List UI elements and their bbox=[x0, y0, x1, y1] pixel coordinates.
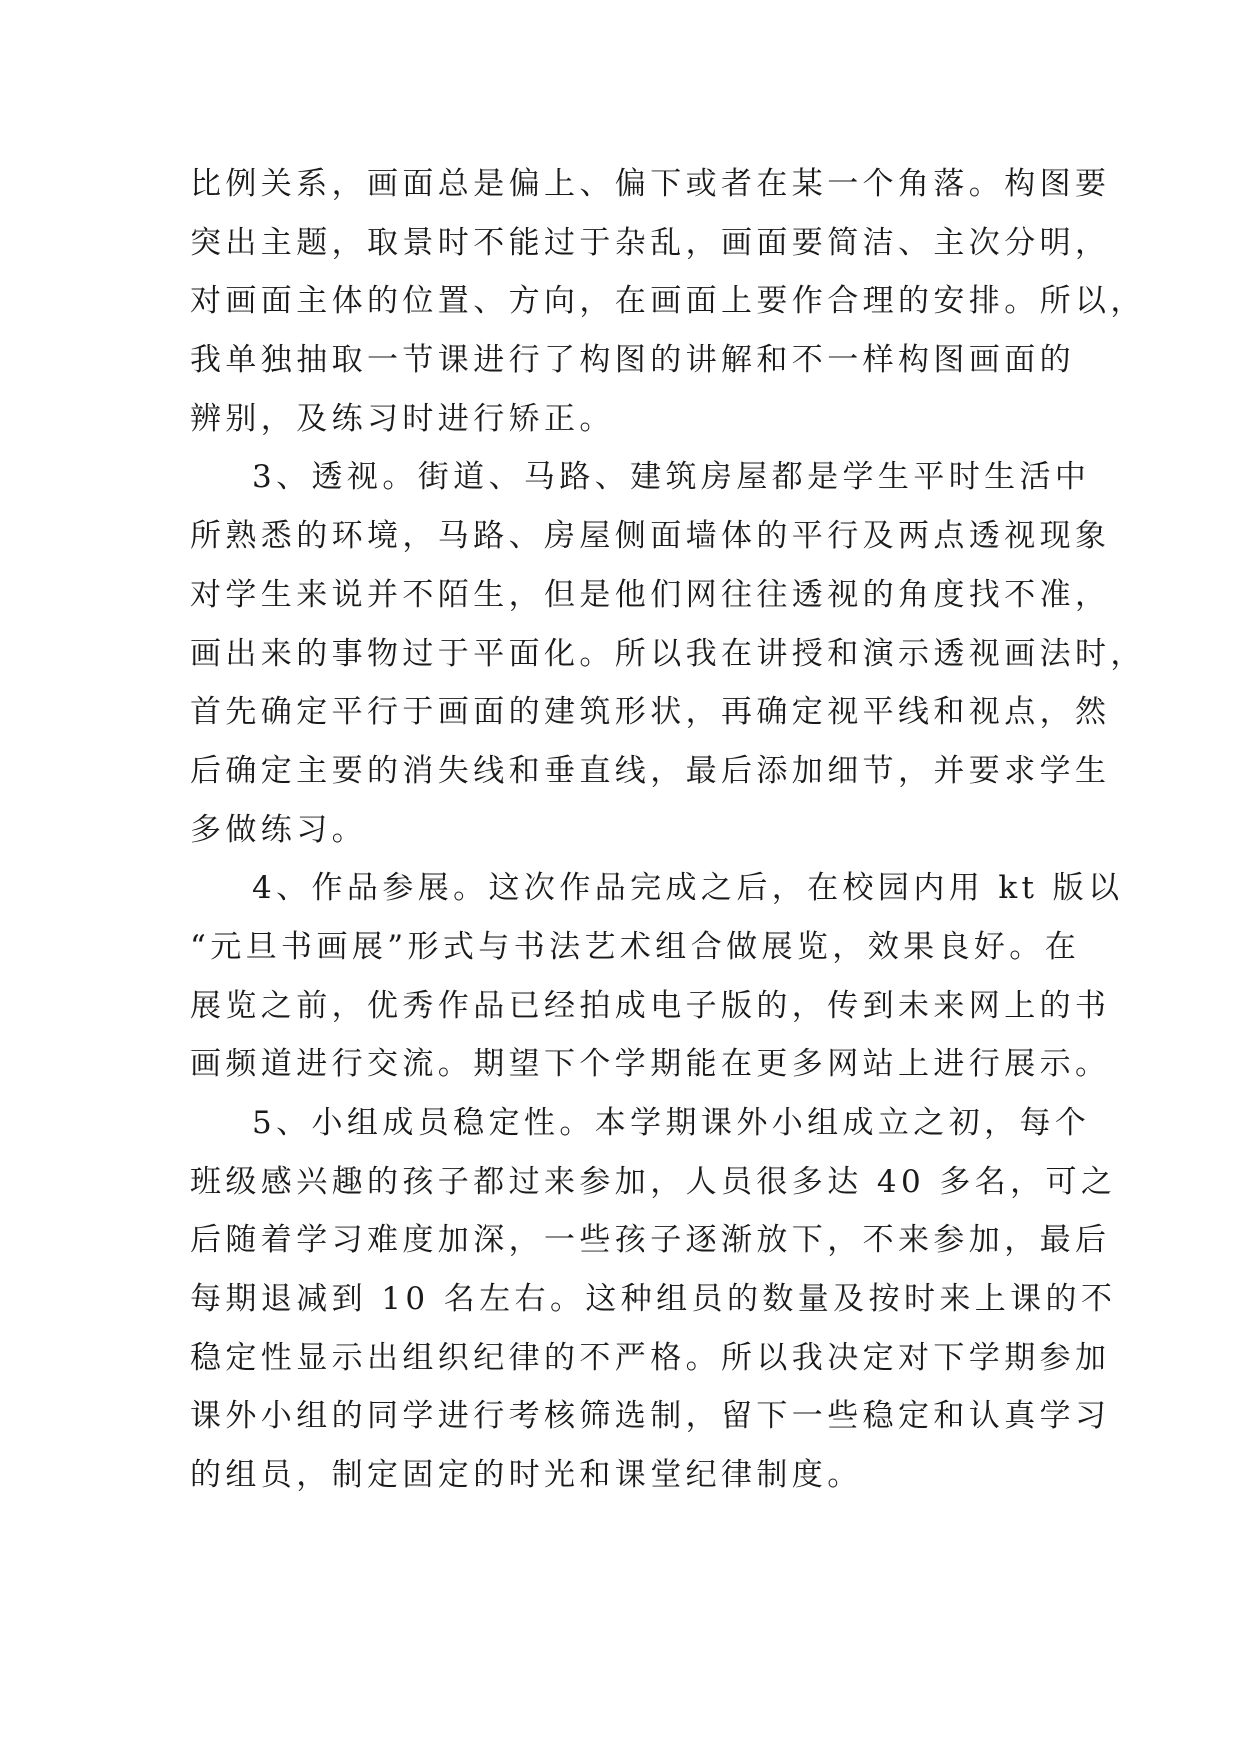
text-line: 每期退减到 10 名左右。这种组员的数量及按时来上课的不 bbox=[190, 1281, 1117, 1318]
text-line: 稳定性显示出组织纪律的不严格。所以我决定对下学期参加 bbox=[190, 1339, 1111, 1376]
text-line: 多做练习。 bbox=[190, 811, 367, 848]
paragraph-start-line: 5、小组成员稳定性。本学期课外小组成立之初，每个 bbox=[252, 1105, 1091, 1141]
text-line: 辨别，及练习时进行矫正。 bbox=[190, 400, 615, 437]
text-line: 突出主题，取景时不能过于杂乱，画面要简洁、主次分明， bbox=[190, 224, 1111, 261]
text-line: 后随着学习难度加深，一些孩子逐渐放下，不来参加，最后 bbox=[190, 1222, 1111, 1259]
text-line: 班级感兴趣的孩子都过来参加，人员很多达 40 多名，可之 bbox=[190, 1163, 1117, 1200]
text-line: 的组员，制定固定的时光和课堂纪律制度。 bbox=[190, 1457, 863, 1494]
text-line: 画出来的事物过于平面化。所以我在讲授和演示透视画法时， bbox=[190, 635, 1146, 672]
text-line: 所熟悉的环境，马路、房屋侧面墙体的平行及两点透视现象 bbox=[190, 518, 1111, 555]
paragraph-start-line: 4、作品参展。这次作品完成之后，在校园内用 kt 版以 bbox=[252, 870, 1124, 907]
text-line: 比例关系，画面总是偏上、偏下或者在某一个角落。构图要 bbox=[190, 166, 1111, 202]
body-text bbox=[190, 155, 1146, 1505]
paragraph-start-line: 3、透视。街道、马路、建筑房屋都是学生平时生活中 bbox=[252, 459, 1091, 496]
text-line: “元旦书画展”形式与书法艺术组合做展览，效果良好。在 bbox=[190, 928, 1081, 965]
text-line: 对学生来说并不陌生，但是他们网往往透视的角度找不准， bbox=[190, 576, 1111, 613]
text-line: 展览之前，优秀作品已经拍成电子版的，传到未来网上的书 bbox=[190, 987, 1111, 1024]
text-line: 课外小组的同学进行考核筛选制，留下一些稳定和认真学习 bbox=[190, 1398, 1111, 1435]
text-line: 后确定主要的消失线和垂直线，最后添加细节，并要求学生 bbox=[190, 752, 1111, 789]
text-line: 我单独抽取一节课进行了构图的讲解和不一样构图画面的 bbox=[190, 342, 1075, 379]
text-line: 对画面主体的位置、方向，在画面上要作合理的安排。所以， bbox=[190, 283, 1146, 320]
text-line: 画频道进行交流。期望下个学期能在更多网站上进行展示。 bbox=[190, 1046, 1111, 1083]
text-line: 首先确定平行于画面的建筑形状，再确定视平线和视点，然 bbox=[190, 694, 1111, 731]
